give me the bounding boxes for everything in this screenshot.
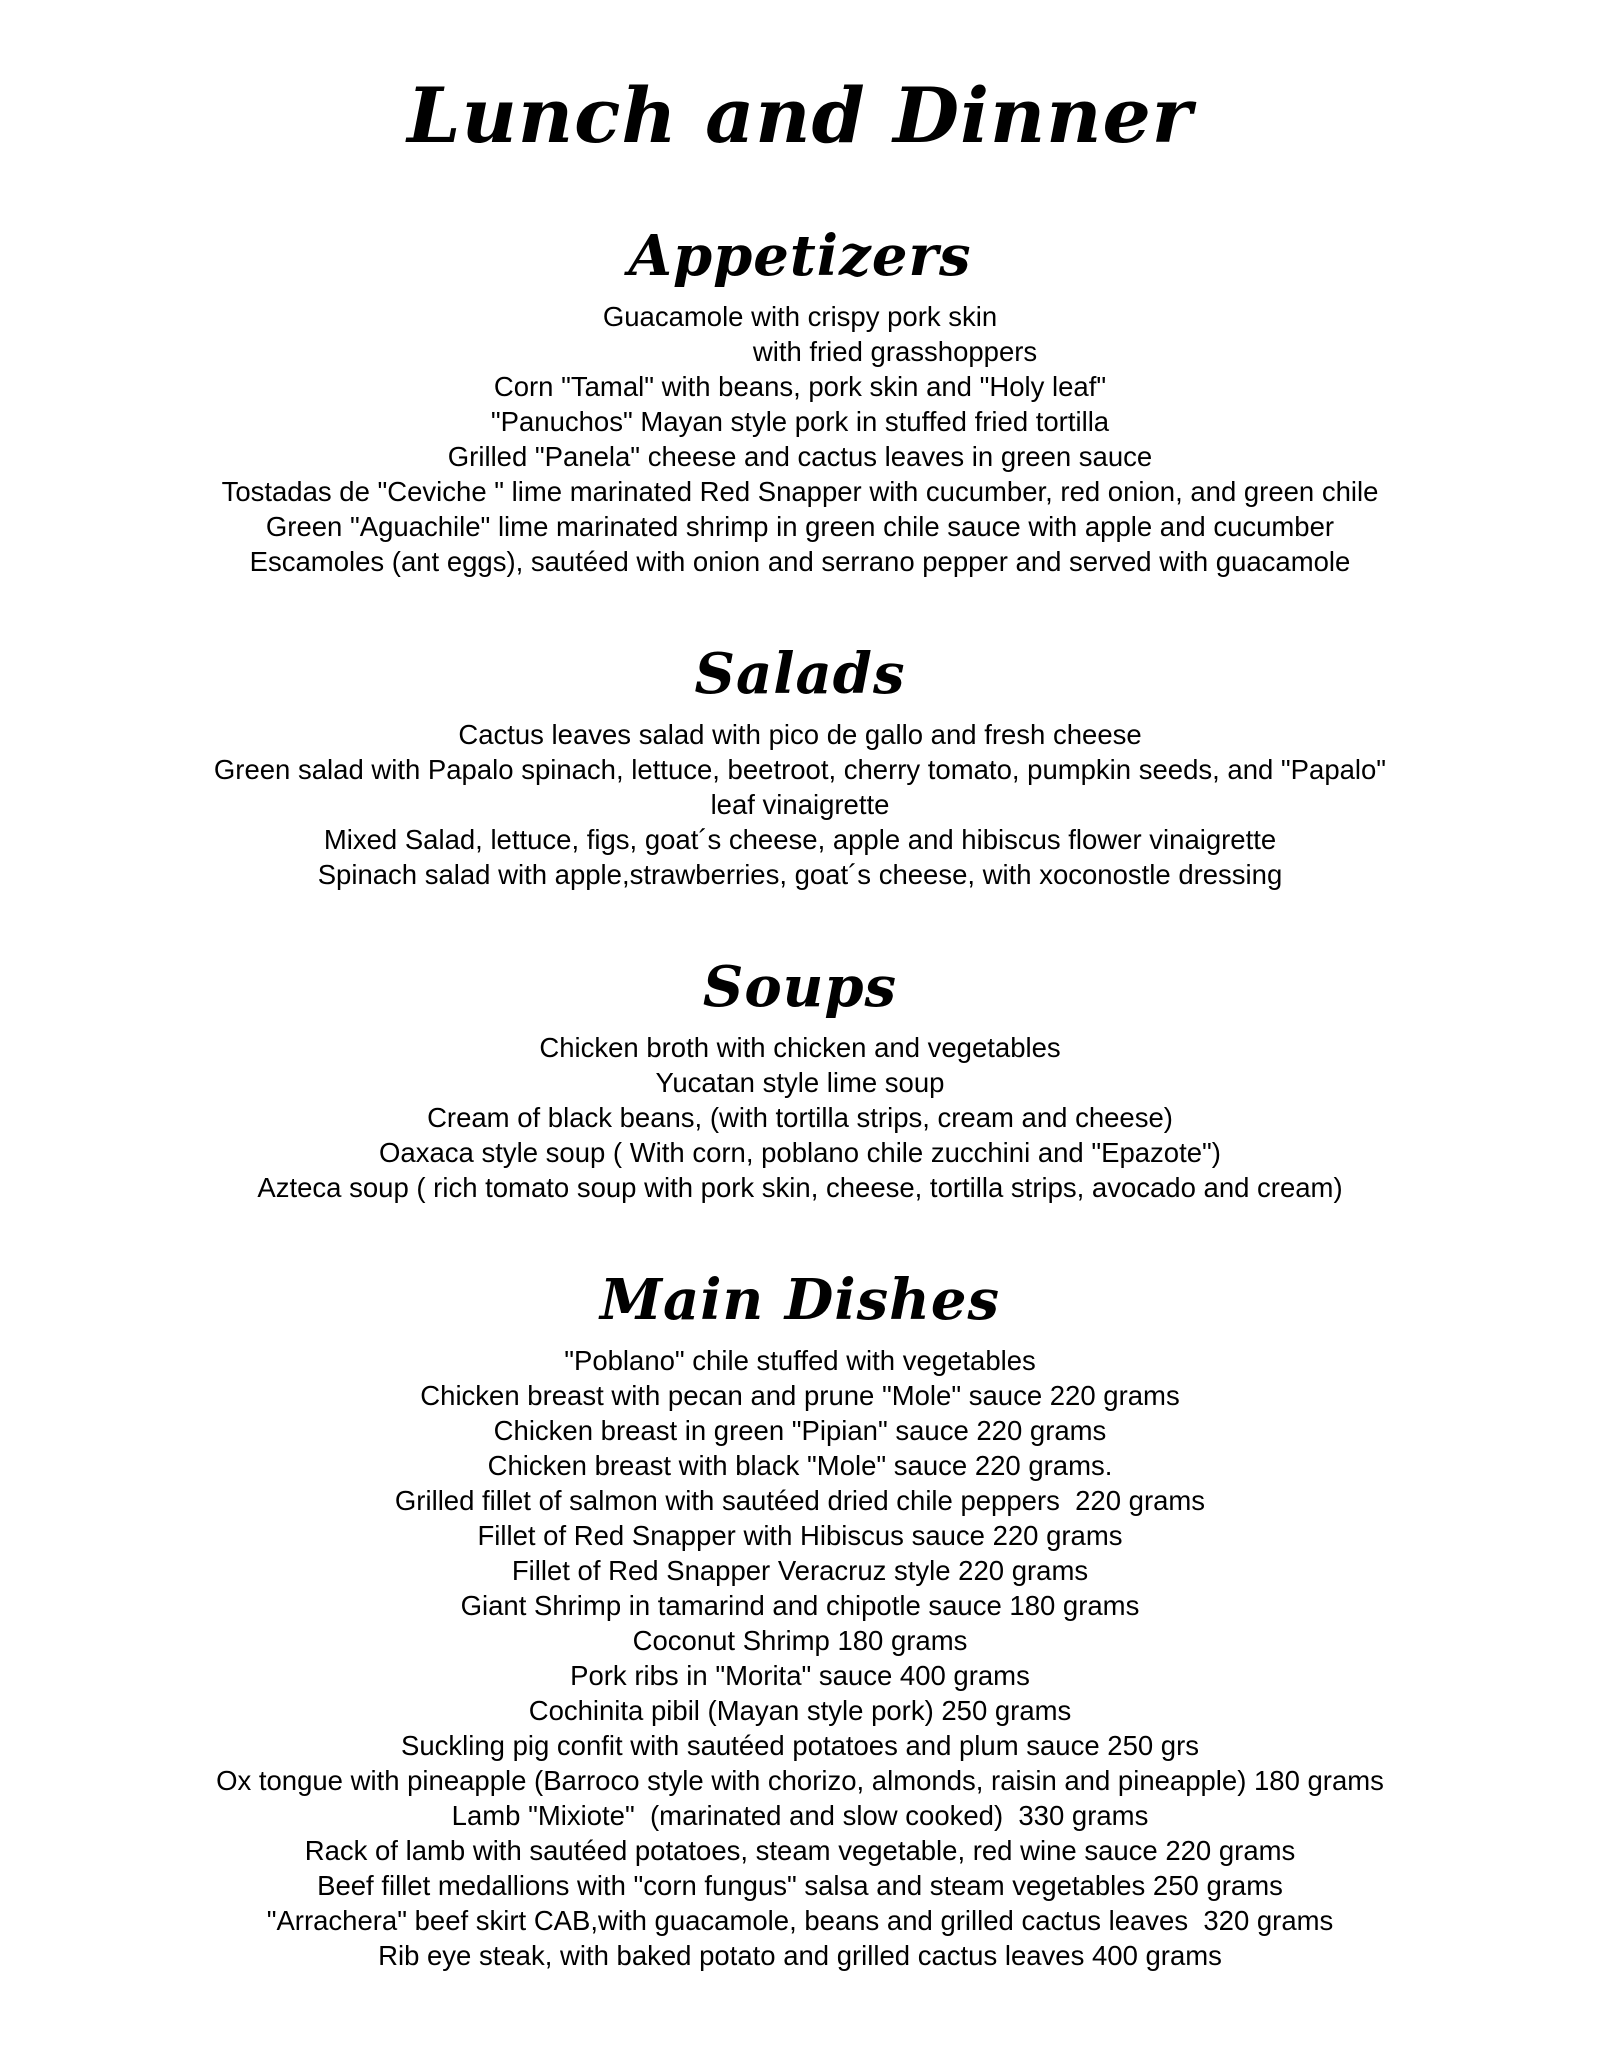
menu-item: Oaxaca style soup ( With corn, poblano chile zucchini and "Epazote") [379, 1137, 1221, 1169]
menu-item: Grilled fillet of salmon with sautéed dried chile peppers 220 grams [394, 1485, 1206, 1517]
menu-item-continuation: with fried grasshoppers [752, 336, 1038, 368]
menu-item: Green salad with Papalo spinach, lettuce, beetroot, cherry tomato, pumpkin seeds, and "Papalo" [213, 754, 1387, 786]
menu-item: Chicken broth with chicken and vegetables [539, 1032, 1061, 1064]
menu-item: Escamoles (ant eggs), sautéed with onion and serrano pepper and served with guacamole [249, 546, 1351, 578]
menu-item: Azteca soup ( rich tomato soup with pork skin, cheese, tortilla strips, avocado and cream) [257, 1172, 1343, 1204]
section-heading-appetizers: Appetizers [628, 223, 972, 290]
section-heading-soups: Soups [702, 954, 898, 1021]
menu-item: Cactus leaves salad with pico de gallo and fresh cheese [458, 719, 1142, 751]
section-appetizers [0, 221, 1600, 579]
menu-item: Guacamole with crispy pork skin [602, 301, 998, 333]
menu-item: Green "Aguachile" lime marinated shrimp in green chile sauce with apple and cucumber [265, 511, 1335, 543]
section-salads [0, 639, 1600, 892]
menu-item: Fillet of Red Snapper Veracruz style 220 grams [511, 1555, 1089, 1587]
menu-item: Fillet of Red Snapper with Hibiscus sauce 220 grams [477, 1520, 1123, 1552]
page-title: Lunch and Dinner [407, 71, 1193, 160]
section-heading-salads: Salads [694, 641, 906, 708]
menu-item: Corn "Tamal" with beans, pork skin and "Holy leaf" [493, 371, 1107, 403]
section-soups [0, 952, 1600, 1205]
menu-item: Beef fillet medallions with "corn fungus" salsa and steam vegetables 250 grams [317, 1870, 1283, 1902]
menu-item: "Poblano" chile stuffed with vegetables [564, 1345, 1036, 1377]
menu-item: "Arrachera" beef skirt CAB,with guacamole, beans and grilled cactus leaves 320 grams [266, 1905, 1334, 1937]
menu-item: Yucatan style lime soup [655, 1067, 945, 1099]
menu-item: Chicken breast in green "Pipian" sauce 220 grams [493, 1415, 1107, 1447]
menu-item: Grilled "Panela" cheese and cactus leaves in green sauce [447, 441, 1153, 473]
menu-item: Pork ribs in "Morita" sauce 400 grams [570, 1660, 1030, 1692]
menu-item: Tostadas de "Ceviche " lime marinated Red Snapper with cucumber, red onion, and green chile [221, 476, 1379, 508]
menu-item: Coconut Shrimp 180 grams [632, 1625, 968, 1657]
menu-item: Suckling pig confit with sautéed potatoes and plum sauce 250 grs [401, 1730, 1199, 1762]
menu-item: Spinach salad with apple,strawberries, goat´s cheese, with xoconostle dressing [317, 859, 1283, 891]
section-heading-main-dishes: Main Dishes [600, 1267, 1000, 1334]
menu-item: "Panuchos" Mayan style pork in stuffed fried tortilla [490, 406, 1110, 438]
menu-item: Chicken breast with pecan and prune "Mole" sauce 220 grams [420, 1380, 1180, 1412]
menu-item: Ox tongue with pineapple (Barroco style with chorizo, almonds, raisin and pineapple) 180 grams [216, 1765, 1384, 1797]
menu-item-continuation: leaf vinaigrette [710, 789, 890, 821]
section-main-dishes [0, 1265, 1600, 1973]
menu-item: Giant Shrimp in tamarind and chipotle sauce 180 grams [460, 1590, 1140, 1622]
menu-item: Lamb "Mixiote" (marinated and slow cooked) 330 grams [451, 1800, 1149, 1832]
menu-item: Cream of black beans, (with tortilla strips, cream and cheese) [427, 1102, 1173, 1134]
menu-item: Cochinita pibil (Mayan style pork) 250 grams [528, 1695, 1072, 1727]
menu-item: Rack of lamb with sautéed potatoes, steam vegetable, red wine sauce 220 grams [304, 1835, 1296, 1867]
menu-item: Rib eye steak, with baked potato and grilled cactus leaves 400 grams [378, 1940, 1222, 1972]
menu-item: Mixed Salad, lettuce, figs, goat´s cheese, apple and hibiscus flower vinaigrette [323, 824, 1277, 856]
menu-item: Chicken breast with black "Mole" sauce 220 grams. [487, 1450, 1113, 1482]
